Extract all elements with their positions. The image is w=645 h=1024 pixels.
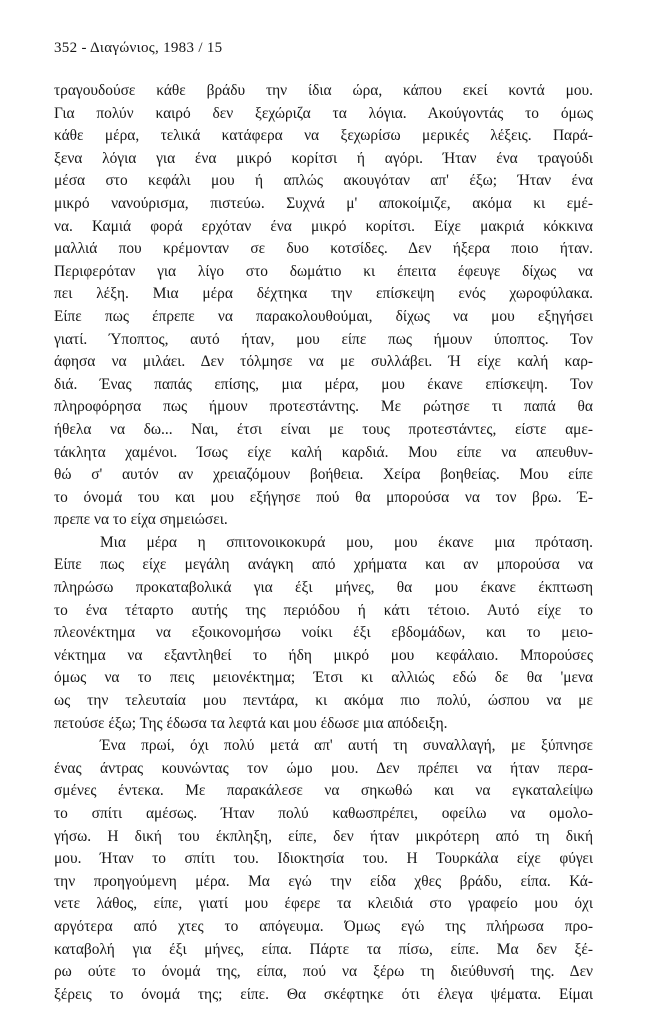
text-line: σμένες έντεκα. Με παρακάλεσε να σηκωθώ και να εγκαταλείψω — [54, 782, 593, 800]
page-number: 352 — [54, 40, 78, 56]
text-line: μου. Ήταν το σπίτι του. Ιδιοκτησία του. Η Τουρκάλα είχε φύγει — [54, 850, 593, 868]
running-head-title: - Διαγώνιος, 1983 / 15 — [81, 40, 223, 56]
text-line: το όνομά του και μου εξήγησε πού θα μπορούσα να τον βρω. Έ- — [54, 488, 593, 506]
text-line: πληρώσω προκαταβολικά για έξι μήνες, θα μου έκανε έκπτωση — [54, 579, 593, 597]
text-line: ρω ούτε το όνομά της, είπα, πού να ξέρω τη διεύθυνσή της. Δεν — [54, 963, 593, 981]
text-line: Είπε πως έπρεπε να παρακολουθούμαι, δίχως να μου εξηγήσει — [54, 307, 593, 325]
text-line: ξέρεις το όνομά της; είπε. Θα σκέφτηκε ότι έλεγα ψέματα. Είμαι — [54, 985, 593, 1003]
text-line: το ένα τέταρτο αυτής της περιόδου ή κάτι τέτοιο. Αυτό είχε το — [54, 601, 593, 619]
text-line: να. Καμιά φορά ερχόταν ένα μικρό κορίτσι. Είχε μακριά κόκκινα — [54, 217, 593, 235]
text-line: πει λέξη. Μια μέρα δέχτηκα την επίσκεψη ενός χωροφύλακα. — [54, 285, 593, 303]
body-text — [54, 80, 593, 1006]
text-line: το σπίτι αμέσως. Ήταν πολύ καθωσπρέπει, οφείλω να ομολο- — [54, 805, 593, 822]
text-line: Περιφερόταν για λίγο στο δωμάτιο κι έπειτα έφευγε δίχως να — [54, 262, 593, 280]
text-line: αργότερα από χτες το απόγευμα. Όμως εγώ της πλήρωσα προ- — [54, 917, 593, 935]
text-line: πλεονέκτημα να εξοικονομήσω νοίκι έξι εβδομάδων, και το μειο- — [54, 624, 593, 642]
text-line: Ένα πρωί, όχι πολύ μετά απ' αυτή τη συναλλαγή, με ξύπνησε — [100, 737, 593, 755]
text-line: όμως να το πεις μειονέκτημα; Έτσι κι αλλιώς εδώ δε θα 'μενα — [54, 669, 593, 687]
text-line: θώ σ' αυτόν αν χρειαζόμουν βοήθεια. Χείρα βοηθείας. Μου είπε — [54, 466, 593, 484]
text-line: ξενα λόγια για ένα μικρό κορίτσι ή αγόρι. Ήταν ένα τραγούδι — [54, 149, 593, 167]
text-line: διά. Ένας παπάς επίσης, μια μέρα, μου έκανε επίσκεψη. Τον — [54, 375, 593, 393]
text-line: μέσα στο κεφάλι μου ή απλώς ακουγόταν απ' έξω; Ήταν ένα — [54, 172, 593, 190]
text-line: Για πολύν καιρό δεν ξεχώριζα τα λόγια. Ακούγοντάς το όμως — [54, 104, 593, 122]
text-line: μαλλιά που κρέμονταν σε δυο κοτσίδες. Δεν ήξερα ποιο ήταν. — [54, 240, 593, 258]
text-line: ήθελα να δω... Ναι, έτσι είναι με τους προτεστάντες, είστε αμε- — [54, 420, 593, 438]
text-line: ένας άντρας κουνώντας τον ώμο μου. Δεν πρέπει να ήταν περα- — [54, 759, 593, 777]
text-line: κάθε μέρα, τελικά κατάφερα να ξεχωρίσω μερικές λέξεις. Παρά- — [54, 127, 593, 145]
text-line: νετε λάθος, είπε, γιατί μου έφερε τα κλειδιά στο γραφείο μου όχι — [54, 895, 593, 913]
text-line: ως την τελευταία μου πεντάρα, κι ακόμα πιο πολύ, ώσπου να με — [54, 692, 593, 710]
text-line: γήσω. Η δική του έκπληξη, είπε, δεν ήταν μικρότερη από τη δική — [54, 827, 593, 845]
text-line: Είπε πως είχε μεγάλη ανάγκη από χρήματα και αν μπορούσα να — [54, 556, 593, 574]
text-line: νέκτημα να εξαντληθεί το ήδη μικρό μου κεφάλαιο. Μπορούσες — [54, 646, 593, 664]
text-line: άφησα να μιλάει. Δεν τόλμησε να με συλλάβει. Ή είχε καλή καρ- — [54, 353, 593, 371]
text-line: γιατί. Ύποπτος, αυτό ήταν, μου είπε πως ήμουν ύποπτος. Τον — [54, 330, 593, 348]
running-header — [54, 40, 593, 58]
text-line: πληροφόρησα πως ήμουν προτεστάντης. Με ρώτησε τι παπά θα — [54, 398, 593, 416]
text-line: μικρό νανούρισμα, πιστεύω. Συχνά μ' αποκοίμιζε, ακόμα κι εμέ- — [54, 194, 593, 212]
text-line: την προηγούμενη μέρα. Μα εγώ την είδα χθες βράδυ, είπα. Κά- — [54, 872, 593, 890]
text-line: Μια μέρα η σπιτονοικοκυρά μου, μου έκανε μια πρόταση. — [100, 533, 593, 551]
text-line: καταβολή για έξι μήνες, είπα. Πάρτε τα πίσω, είπε. Μα δεν ξέ- — [54, 940, 593, 958]
text-line: πετούσε έξω; Της έδωσα τα λεφτά και μου έδωσε μια απόδειξη. — [54, 714, 448, 732]
text-line: τάκλητα χαμένοι. Ίσως είχε καλή καρδιά. Μου είπε να απευθυν- — [54, 443, 593, 461]
text-line: πρεπε να το είχα σημειώσει. — [54, 511, 228, 529]
text-line: τραγουδούσε κάθε βράδυ την ίδια ώρα, κάπου εκεί κοντά μου. — [54, 82, 593, 99]
